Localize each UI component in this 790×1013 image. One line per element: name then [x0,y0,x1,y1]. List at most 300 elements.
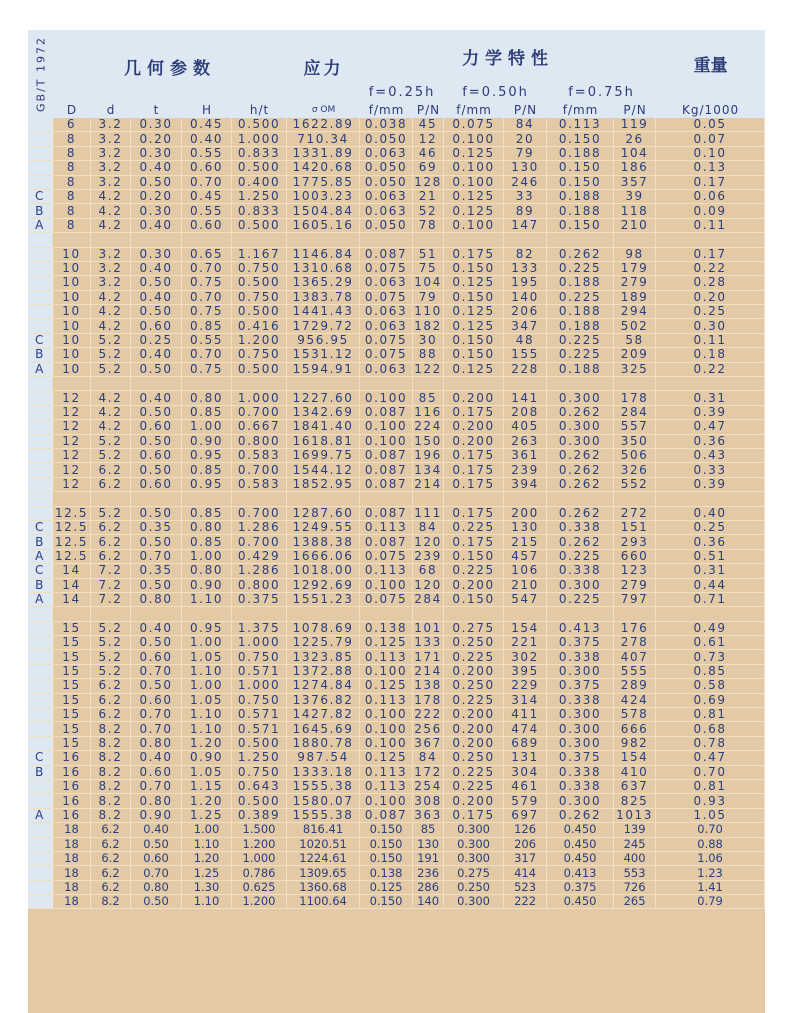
cell-weight: 0.78 [656,737,765,751]
cell-f050-f: 0.225 [444,564,504,578]
cell-f050-p: 147 [504,219,547,233]
cell-f075-p: 557 [614,420,656,434]
cell-f025-p: 75 [413,262,444,276]
cell-t: 0.50 [131,406,182,420]
table-row [28,895,765,909]
table-row [28,420,765,434]
cell-D: 12 [53,463,91,477]
cell-f050-p: 140 [504,291,547,305]
cell-grade: A [28,219,53,233]
cell-f025-f: 0.113 [360,766,413,780]
cell-f075-p: 245 [614,838,656,852]
cell-sigma: 1729.72 [287,319,360,333]
cell-weight: 0.39 [656,406,765,420]
cell-f025-f: 0.150 [360,895,413,909]
cell-f025-p: 52 [413,204,444,218]
cell-sigma: 956.95 [287,334,360,348]
cell-d: 3.2 [91,147,131,161]
cell-f025-p: 367 [413,737,444,751]
cell-H: 0.85 [182,406,232,420]
cell-d: 4.2 [91,305,131,319]
cell-H: 0.55 [182,147,232,161]
cell-f025-f: 0.113 [360,780,413,794]
table-row [28,665,765,679]
cell-f025-p: 21 [413,190,444,204]
cell-f050-p: 523 [504,881,547,895]
cell-sigma: 1333.18 [287,766,360,780]
mechanics-header: 力学特性 [360,30,656,82]
cell-H: 0.75 [182,363,232,377]
cell-d: 5.2 [91,363,131,377]
cell-D: 12 [53,435,91,449]
cell-f050-p: 347 [504,319,547,333]
cell-D: 15 [53,722,91,736]
cell-f050-p: 414 [504,866,547,880]
cell-grade [28,507,53,521]
cell-sigma: 1224.61 [287,852,360,866]
cell-ht: 0.583 [232,449,287,463]
cell-grade: A [28,809,53,823]
cell-D: 10 [53,348,91,362]
cell-sigma: 1551.23 [287,593,360,607]
cell-f025-f: 0.063 [360,147,413,161]
cell-f025-f: 0.113 [360,650,413,664]
col-header-t: t [131,102,182,118]
cell-ht: 0.571 [232,722,287,736]
cell-f075-f: 0.262 [547,507,614,521]
cell-d: 8.2 [91,722,131,736]
cell-t: 0.80 [131,881,182,895]
cell-d: 8.2 [91,895,131,909]
cell-f025-f: 0.075 [360,348,413,362]
cell-d: 6.2 [91,866,131,880]
cell-ht: 1.375 [232,622,287,636]
table-row [28,449,765,463]
cell-f025-p: 308 [413,794,444,808]
cell-f025-p: 84 [413,751,444,765]
cell-t: 0.40 [131,262,182,276]
cell-d: 8.2 [91,751,131,765]
cell-H: 0.90 [182,435,232,449]
cell-grade: A [28,363,53,377]
cell-t: 0.60 [131,852,182,866]
cell-weight: 0.28 [656,276,765,290]
cell-f050-p: 20 [504,132,547,146]
cell-D: 12.5 [53,521,91,535]
cell-f025-p: 12 [413,132,444,146]
cell-ht: 0.416 [232,319,287,333]
cell-f025-f: 0.100 [360,665,413,679]
cell-grade: B [28,204,53,218]
cell-grade [28,737,53,751]
cell-f050-p: 229 [504,679,547,693]
cell-f050-p: 141 [504,391,547,405]
cell-sigma: 1841.40 [287,420,360,434]
cell-f050-p: 208 [504,406,547,420]
cell-H: 1.10 [182,722,232,736]
cell-f025-f: 0.075 [360,291,413,305]
cell-weight: 0.18 [656,348,765,362]
cell-grade: C [28,751,53,765]
cell-d: 3.2 [91,118,131,132]
cell-f025-f: 0.063 [360,204,413,218]
cell-f075-p: 209 [614,348,656,362]
table-row [28,722,765,736]
cell-ht: 1.000 [232,391,287,405]
cell-t: 0.60 [131,449,182,463]
group-separator [28,233,765,247]
cell-sigma: 1365.29 [287,276,360,290]
cell-f025-p: 78 [413,219,444,233]
cell-f075-f: 0.450 [547,838,614,852]
cell-weight: 1.06 [656,852,765,866]
col-header-ht: h/t [232,102,287,118]
cell-f075-p: 265 [614,895,656,909]
cell-f050-f: 0.300 [444,838,504,852]
cell-D: 12 [53,420,91,434]
cell-f050-p: 195 [504,276,547,290]
cell-f025-f: 0.087 [360,478,413,492]
cell-D: 12 [53,391,91,405]
cell-D: 8 [53,132,91,146]
cell-f025-f: 0.087 [360,463,413,477]
cell-f075-p: 139 [614,823,656,837]
cell-sigma: 1360.68 [287,881,360,895]
cell-f075-f: 0.150 [547,176,614,190]
cell-f050-p: 457 [504,550,547,564]
cell-H: 0.90 [182,751,232,765]
cell-f050-p: 84 [504,118,547,132]
cell-f025-f: 0.138 [360,622,413,636]
cell-f025-p: 101 [413,622,444,636]
cell-f025-p: 286 [413,881,444,895]
cell-H: 1.25 [182,866,232,880]
cell-f025-p: 254 [413,780,444,794]
cell-f050-f: 0.275 [444,622,504,636]
cell-f050-p: 130 [504,521,547,535]
cell-f050-p: 411 [504,708,547,722]
cell-ht: 0.750 [232,291,287,305]
cell-f075-p: 502 [614,319,656,333]
cell-sigma: 1372.88 [287,665,360,679]
cell-d: 6.2 [91,852,131,866]
cell-sigma: 1618.81 [287,435,360,449]
cell-f025-p: 88 [413,348,444,362]
cell-f025-p: 178 [413,694,444,708]
cell-f050-f: 0.225 [444,650,504,664]
cell-H: 0.75 [182,276,232,290]
cell-f025-p: 45 [413,118,444,132]
cell-weight: 0.70 [656,823,765,837]
cell-D: 6 [53,118,91,132]
cell-grade: B [28,579,53,593]
cell-f050-f: 0.150 [444,262,504,276]
cell-t: 0.30 [131,204,182,218]
cell-ht: 0.667 [232,420,287,434]
cell-f075-f: 0.225 [547,348,614,362]
cell-D: 16 [53,766,91,780]
table-row [28,118,765,132]
cell-grade [28,622,53,636]
cell-t: 0.20 [131,190,182,204]
cell-t: 0.60 [131,694,182,708]
cell-grade [28,319,53,333]
cell-grade: B [28,348,53,362]
cell-D: 16 [53,780,91,794]
cell-ht: 0.700 [232,507,287,521]
cell-sigma: 1323.85 [287,650,360,664]
cell-ht: 0.750 [232,650,287,664]
cell-weight: 0.81 [656,780,765,794]
cell-D: 8 [53,219,91,233]
cell-t: 0.60 [131,650,182,664]
table-row [28,521,765,535]
table-row [28,708,765,722]
cell-f050-p: 689 [504,737,547,751]
cell-H: 1.10 [182,708,232,722]
cell-grade [28,463,53,477]
col-header-f1: f/mm [360,102,413,118]
cell-d: 8.2 [91,737,131,751]
cell-D: 12.5 [53,535,91,549]
cell-d: 3.2 [91,276,131,290]
cell-f075-f: 0.188 [547,363,614,377]
cell-ht: 0.833 [232,147,287,161]
cell-f050-p: 206 [504,305,547,319]
cell-sigma: 1342.69 [287,406,360,420]
cell-f050-f: 0.300 [444,895,504,909]
cell-D: 10 [53,305,91,319]
cell-f050-f: 0.200 [444,420,504,434]
cell-f050-f: 0.200 [444,435,504,449]
cell-f050-f: 0.100 [444,219,504,233]
cell-f025-p: 363 [413,809,444,823]
cell-weight: 0.05 [656,118,765,132]
cell-H: 1.10 [182,838,232,852]
cell-f050-f: 0.225 [444,766,504,780]
cell-ht: 0.389 [232,809,287,823]
cell-H: 0.65 [182,248,232,262]
cell-t: 0.40 [131,622,182,636]
cell-f025-f: 0.087 [360,248,413,262]
cell-d: 4.2 [91,190,131,204]
cell-grade [28,708,53,722]
cell-H: 0.85 [182,319,232,333]
cell-f050-p: 302 [504,650,547,664]
cell-t: 0.40 [131,219,182,233]
cell-f075-p: 555 [614,665,656,679]
cell-f050-p: 130 [504,161,547,175]
cell-weight: 0.69 [656,694,765,708]
cell-f075-f: 0.338 [547,694,614,708]
cell-D: 10 [53,262,91,276]
cell-f025-p: 130 [413,838,444,852]
cell-f075-p: 666 [614,722,656,736]
cell-f050-p: 82 [504,248,547,262]
cell-ht: 1.000 [232,852,287,866]
cell-H: 1.25 [182,809,232,823]
cell-grade: C [28,334,53,348]
cell-f025-f: 0.100 [360,435,413,449]
cell-t: 0.70 [131,780,182,794]
cell-H: 1.15 [182,780,232,794]
cell-f025-p: 182 [413,319,444,333]
table-row [28,161,765,175]
cell-d: 6.2 [91,823,131,837]
cell-f075-f: 0.300 [547,420,614,434]
cell-f075-p: 104 [614,147,656,161]
cell-sigma: 1531.12 [287,348,360,362]
cell-t: 0.60 [131,478,182,492]
cell-d: 5.2 [91,650,131,664]
cell-f025-p: 116 [413,406,444,420]
cell-t: 0.20 [131,132,182,146]
cell-H: 0.70 [182,176,232,190]
cell-d: 5.2 [91,449,131,463]
cell-grade [28,161,53,175]
cell-d: 3.2 [91,176,131,190]
cell-grade [28,895,53,909]
cell-f075-f: 0.225 [547,291,614,305]
cell-f075-p: 179 [614,262,656,276]
cell-H: 0.95 [182,449,232,463]
cell-t: 0.50 [131,463,182,477]
cell-f075-f: 0.225 [547,593,614,607]
cell-f025-p: 84 [413,521,444,535]
table-row [28,276,765,290]
cell-ht: 0.500 [232,219,287,233]
cell-weight: 0.79 [656,895,765,909]
cell-H: 0.70 [182,291,232,305]
cell-D: 8 [53,161,91,175]
cell-f075-f: 0.338 [547,780,614,794]
cell-t: 0.35 [131,564,182,578]
cell-ht: 1.000 [232,636,287,650]
cell-f050-f: 0.100 [444,176,504,190]
cell-f075-p: 279 [614,579,656,593]
cell-f050-p: 461 [504,780,547,794]
cell-f025-p: 222 [413,708,444,722]
cell-f050-p: 395 [504,665,547,679]
cell-f025-p: 171 [413,650,444,664]
cell-f075-p: 186 [614,161,656,175]
cell-f050-f: 0.225 [444,780,504,794]
table-row [28,147,765,161]
cell-f050-p: 263 [504,435,547,449]
cell-d: 4.2 [91,291,131,305]
cell-f025-f: 0.138 [360,866,413,880]
cell-f050-p: 314 [504,694,547,708]
cell-H: 0.55 [182,204,232,218]
cell-f075-p: 279 [614,276,656,290]
cell-weight: 0.09 [656,204,765,218]
cell-sigma: 816.41 [287,823,360,837]
table-row [28,694,765,708]
cell-sigma: 1309.65 [287,866,360,880]
cell-f025-f: 0.100 [360,420,413,434]
cell-f025-f: 0.050 [360,161,413,175]
cell-f050-p: 215 [504,535,547,549]
cell-D: 12 [53,478,91,492]
cell-t: 0.60 [131,319,182,333]
cell-ht: 1.250 [232,751,287,765]
cell-f025-f: 0.113 [360,564,413,578]
cell-grade [28,276,53,290]
table-row [28,204,765,218]
cell-f025-f: 0.087 [360,535,413,549]
cell-weight: 0.70 [656,766,765,780]
cell-f050-f: 0.150 [444,550,504,564]
cell-H: 0.80 [182,521,232,535]
cell-f050-f: 0.150 [444,348,504,362]
cell-f025-f: 0.050 [360,132,413,146]
cell-D: 10 [53,334,91,348]
cell-sigma: 710.34 [287,132,360,146]
cell-f075-f: 0.262 [547,406,614,420]
cell-f075-f: 0.413 [547,866,614,880]
cell-ht: 1.500 [232,823,287,837]
cell-weight: 0.13 [656,161,765,175]
cell-H: 1.20 [182,852,232,866]
cell-d: 6.2 [91,708,131,722]
cell-f050-f: 0.250 [444,881,504,895]
cell-f075-p: 350 [614,435,656,449]
cell-grade: C [28,564,53,578]
cell-sigma: 1388.38 [287,535,360,549]
cell-H: 1.00 [182,823,232,837]
cell-ht: 1.286 [232,564,287,578]
cell-d: 6.2 [91,478,131,492]
cell-H: 1.00 [182,679,232,693]
table-row [28,809,765,823]
cell-sigma: 1427.82 [287,708,360,722]
cell-weight: 0.40 [656,507,765,521]
cell-sigma: 1645.69 [287,722,360,736]
cell-d: 4.2 [91,204,131,218]
cell-f075-p: 154 [614,751,656,765]
table-row [28,305,765,319]
cell-f050-p: 405 [504,420,547,434]
col-header-weight: Kg/1000 [656,102,765,118]
cell-f075-p: 272 [614,507,656,521]
cell-t: 0.50 [131,636,182,650]
table-row [28,248,765,262]
table-row [28,636,765,650]
col-header-sigma: σ OM [287,102,360,118]
cell-sigma: 1376.82 [287,694,360,708]
cell-d: 4.2 [91,391,131,405]
cell-H: 1.00 [182,636,232,650]
table-row [28,579,765,593]
cell-weight: 0.25 [656,521,765,535]
cell-weight: 1.41 [656,881,765,895]
cell-f075-p: 637 [614,780,656,794]
cell-f050-p: 155 [504,348,547,362]
col-header-p2: P/N [504,102,547,118]
cell-t: 0.50 [131,305,182,319]
col-header-H: H [182,102,232,118]
cell-ht: 0.750 [232,348,287,362]
f075-header: f=0.75h [547,82,656,102]
table-row [28,334,765,348]
cell-d: 4.2 [91,219,131,233]
cell-f075-p: 797 [614,593,656,607]
cell-H: 0.70 [182,348,232,362]
cell-weight: 0.51 [656,550,765,564]
cell-f025-f: 0.087 [360,507,413,521]
cell-t: 0.80 [131,593,182,607]
cell-f050-p: 547 [504,593,547,607]
